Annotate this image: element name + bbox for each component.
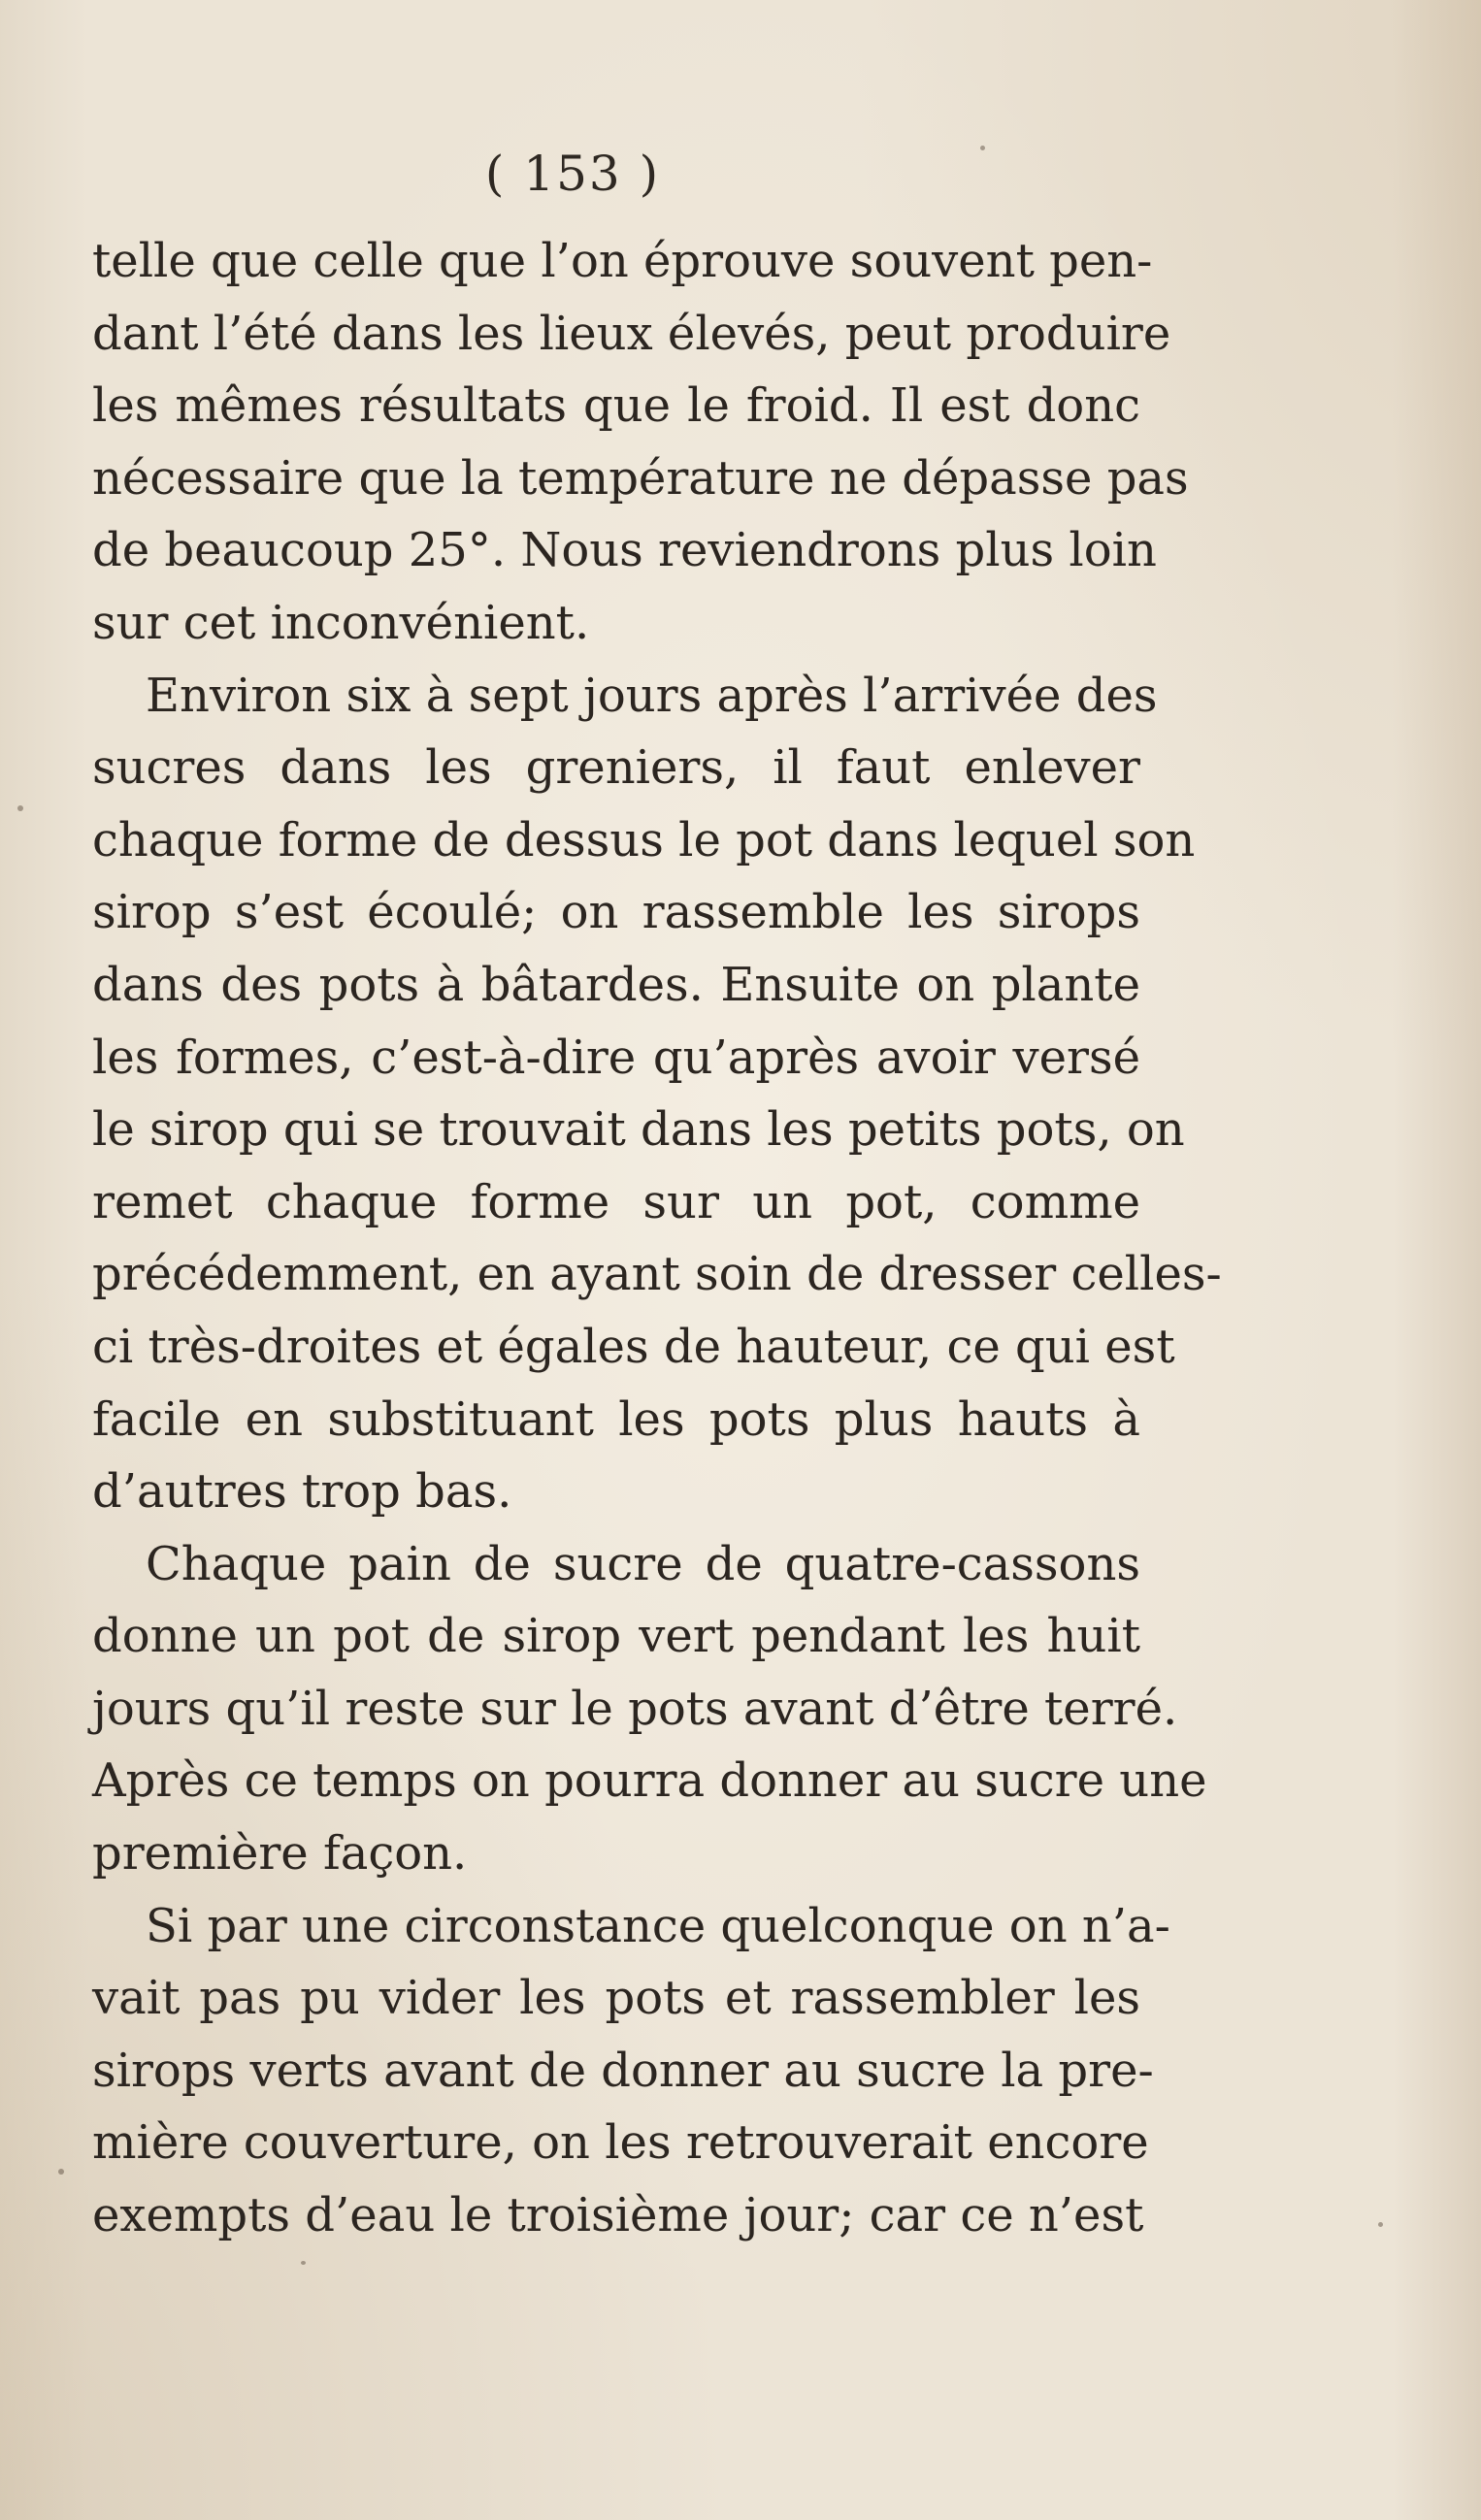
text-line: sirops verts avant de donner au sucre la pre-	[92, 2043, 1154, 2098]
text-line: d’autres trop bas.	[92, 1464, 512, 1520]
text-line: dans des pots à bâtardes. Ensuite on plante	[92, 957, 1140, 1012]
paragraph-start-line: Chaque pain de sucre de quatre-cassons	[146, 1536, 1140, 1591]
text-line: remet chaque forme sur un pot, comme	[92, 1174, 1140, 1229]
text-line: exempts d’eau le troisième jour; car ce n’est	[92, 2188, 1144, 2243]
text-line: première façon.	[92, 1826, 468, 1882]
text-line: nécessaire que la température ne dépasse pas	[92, 450, 1189, 506]
text-line: le sirop qui se trouvait dans les petits pots, on	[92, 1102, 1185, 1158]
text-line: telle que celle que l’on éprouve souvent pen-	[92, 234, 1153, 288]
text-line: donne un pot de sirop vert pendant les huit	[92, 1609, 1140, 1664]
text-line: facile en substituant les pots plus hauts à	[92, 1391, 1140, 1447]
text-line: ci très-droites et égales de hauteur, ce qui est	[92, 1319, 1175, 1374]
paper-speck	[1378, 2222, 1383, 2227]
text-line: mière couverture, on les retrouverait encore	[92, 2115, 1149, 2171]
text-line: Après ce temps on pourra donner au sucre une	[92, 1753, 1207, 1809]
paper-speck	[17, 805, 23, 811]
text-line: les mêmes résultats que le froid. Il est donc	[92, 378, 1140, 434]
text-line: sucres dans les greniers, il faut enlever	[92, 740, 1140, 796]
paper-speck	[301, 2261, 306, 2265]
paragraph-start-line: Environ six à sept jours après l’arrivée des	[146, 668, 1158, 723]
text-line: de beaucoup 25°. Nous reviendrons plus loin	[92, 523, 1157, 578]
text-line: sirop s’est écoulé; on rassemble les sirops	[92, 885, 1140, 940]
text-line: dant l’été dans les lieux élevés, peut produire	[92, 306, 1171, 361]
text-line: sur cet inconvénient.	[92, 595, 590, 650]
text-line: chaque forme de dessus le pot dans lequel son	[92, 812, 1196, 867]
text-line: jours qu’il reste sur le pots avant d’être terré.	[92, 1681, 1178, 1736]
text-line: vait pas pu vider les pots et rassembler les	[92, 1971, 1140, 2026]
paragraph-start-line: Si par une circonstance quelconque on n’a-	[146, 1898, 1170, 1953]
text-line: les formes, c’est-à-dire qu’après avoir versé	[92, 1030, 1140, 1085]
paper-speck	[980, 146, 985, 150]
page-number: ( 153 )	[484, 146, 661, 202]
paper-speck	[58, 2169, 64, 2175]
body-text	[92, 225, 1222, 2252]
text-line: précédemment, en ayant soin de dresser celles-	[92, 1247, 1222, 1302]
